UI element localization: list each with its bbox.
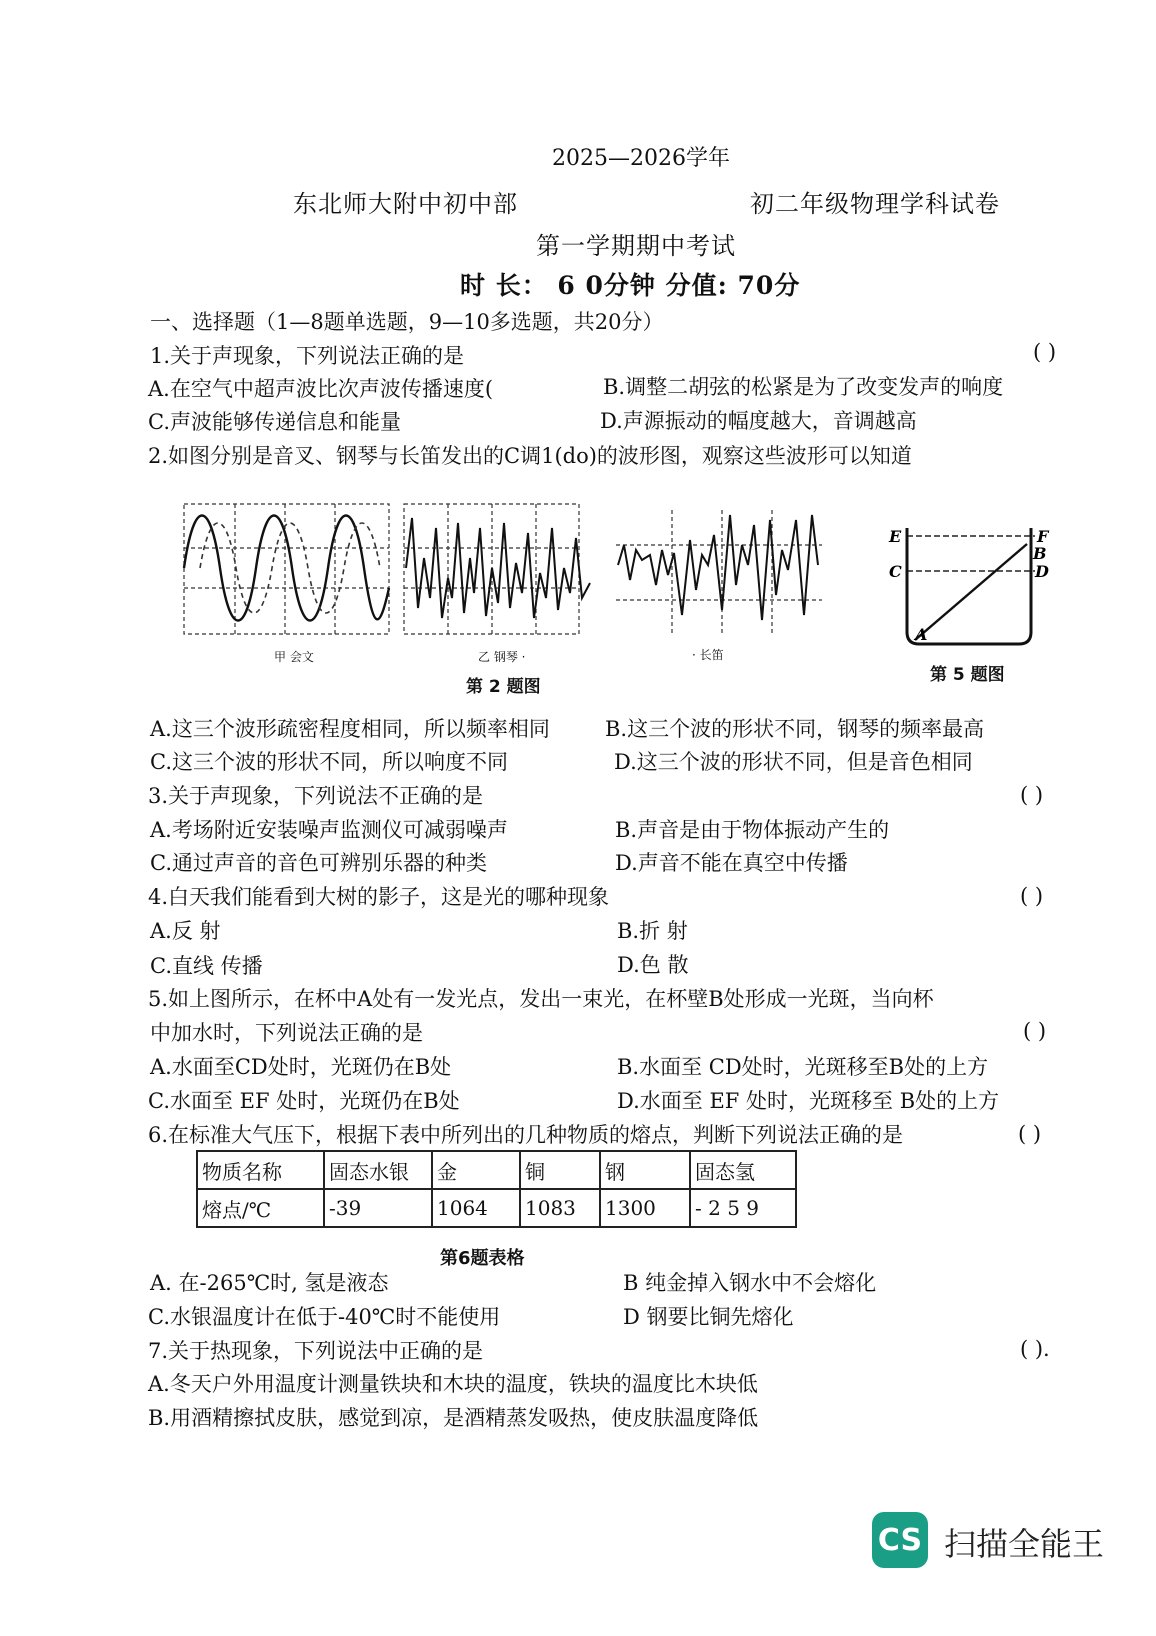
wave-label-piano: 乙 钢琴 · [478,650,526,664]
q4-stem: 4.白天我们能看到大树的影子，这是光的哪种现象 [148,885,610,909]
q5-option-a: A.水面至CD处时，光斑仍在B处 [150,1055,452,1079]
cup-label-a: A [915,625,928,644]
camscanner-watermark-text: 扫描全能王 [944,1525,1105,1563]
figure-2-caption: 第 2 题图 [466,677,541,697]
school-year: 2025—2026学年 [552,146,730,171]
q7-stem: 7.关于热现象，下列说法中正确的是 [148,1339,484,1363]
table-cell: 熔点/℃ [197,1189,324,1227]
table-6-caption: 第6题表格 [440,1248,525,1269]
q4-option-d: D.色 散 [617,953,689,977]
table-cell: 1064 [432,1189,520,1227]
q3-option-b: B.声音是由于物体振动产生的 [615,818,890,842]
q6-answer-paren: ( ) [1018,1122,1042,1146]
exam-subject: 初二年级物理学科试卷 [750,190,1000,218]
piano-waveform [400,498,600,643]
table-cell: -39 [324,1189,432,1227]
q6-option-b: B 纯金掉入钢水中不会熔化 [623,1271,877,1295]
q1-answer-paren: ( ) [1033,340,1057,364]
q2-option-a: A.这三个波形疏密程度相同，所以频率相同 [150,717,550,741]
q4-option-a: A.反 射 [150,919,221,943]
q1-option-a: A.在空气中超声波比次声波传播速度( [148,377,494,401]
cup-label-b: B [1033,544,1047,563]
cup-diagram [885,522,1055,652]
q2-stem: 2.如图分别是音叉、钢琴与长笛发出的C调1(do)的波形图，观察这些波形可以知道 [148,444,912,468]
table-cell: 金 [432,1151,520,1189]
section-title: 一、选择题（1—8题单选题，9—10多选题，共20分） [150,310,664,334]
cup-label-f: F [1037,527,1049,546]
table-cell: 钢 [600,1151,690,1189]
table-header-row [197,1151,796,1189]
table-cell: 固态水银 [324,1151,432,1189]
q5-answer-paren: ( ) [1023,1019,1047,1043]
figure-5-caption: 第 5 题图 [930,665,1005,685]
q2-option-c: C.这三个波的形状不同，所以响度不同 [150,750,508,774]
q7-option-a: A.冬天户外用温度计测量铁块和木块的温度，铁块的温度比木块低 [148,1372,758,1396]
q4-option-b: B.折 射 [617,919,688,943]
q5-option-d: D.水面至 EF 处时，光斑移至 B处的上方 [617,1089,1000,1113]
table-cell: - 2 5 9 [690,1189,796,1227]
q7-answer-paren: ( ). [1020,1337,1050,1361]
q6-option-d: D 钢要比铜先熔化 [623,1305,794,1329]
q3-option-a: A.考场附近安装噪声监测仪可减弱噪声 [150,818,508,842]
q3-option-d: D.声音不能在真空中传播 [615,851,848,875]
cup-label-e: E [889,527,902,546]
q5-option-c: C.水面至 EF 处时，光斑仍在B处 [148,1089,460,1113]
q6-stem: 6.在标准大气压下，根据下表中所列出的几种物质的熔点，判断下列说法正确的是 [148,1123,904,1147]
q4-answer-paren: ( ) [1020,884,1044,908]
exam-duration: 时 长： 6 0分钟 分值: 70分 [460,271,801,300]
q1-stem: 1.关于声现象，下列说法正确的是 [150,344,465,368]
tuning-fork-waveform [180,498,395,643]
table-cell: 1300 [600,1189,690,1227]
table-cell: 物质名称 [197,1151,324,1189]
cup-label-c: C [889,562,902,581]
q6-option-c: C.水银温度计在低于-40℃时不能使用 [148,1305,501,1329]
q3-option-c: C.通过声音的音色可辨别乐器的种类 [150,851,487,875]
q2-option-d: D.这三个波的形状不同，但是音色相同 [614,750,973,774]
q1-option-b: B.调整二胡弦的松紧是为了改变发声的响度 [603,375,1004,399]
camscanner-logo: CS [872,1512,928,1568]
table-cell: 1083 [520,1189,600,1227]
q6-option-a: A. 在-265℃时, 氢是液态 [150,1271,389,1295]
q3-stem: 3.关于声现象，下列说法不正确的是 [148,784,484,808]
exam-title: 第一学期期中考试 [536,232,736,260]
q4-option-c: C.直线 传播 [150,954,263,978]
q2-option-b: B.这三个波的形状不同，钢琴的频率最高 [605,717,985,741]
q7-option-b: B.用酒精擦拭皮肤，感觉到凉，是酒精蒸发吸热，使皮肤温度降低 [148,1406,759,1430]
table-row [197,1189,796,1227]
q1-option-c: C.声波能够传递信息和能量 [148,410,401,434]
cup-label-d: D [1035,562,1049,581]
table-cell: 固态氢 [690,1151,796,1189]
flute-waveform [612,505,827,640]
q5-stem-line1: 5.如上图所示，在杯中A处有一发光点，发出一束光，在杯壁B处形成一光斑，当向杯 [148,987,934,1011]
table-cell: 铜 [520,1151,600,1189]
q5-option-b: B.水面至 CD处时，光斑移至B处的上方 [617,1055,989,1079]
q1-option-d: D.声源振动的幅度越大，音调越高 [600,409,917,433]
q5-stem-line2: 中加水时，下列说法正确的是 [150,1021,423,1045]
q3-answer-paren: ( ) [1020,783,1044,807]
school-name: 东北师大附中初中部 [293,190,518,218]
wave-label-flute: · 长笛 [692,648,724,662]
melting-point-table [196,1150,797,1228]
wave-label-fork: 甲 会文 [274,650,314,664]
